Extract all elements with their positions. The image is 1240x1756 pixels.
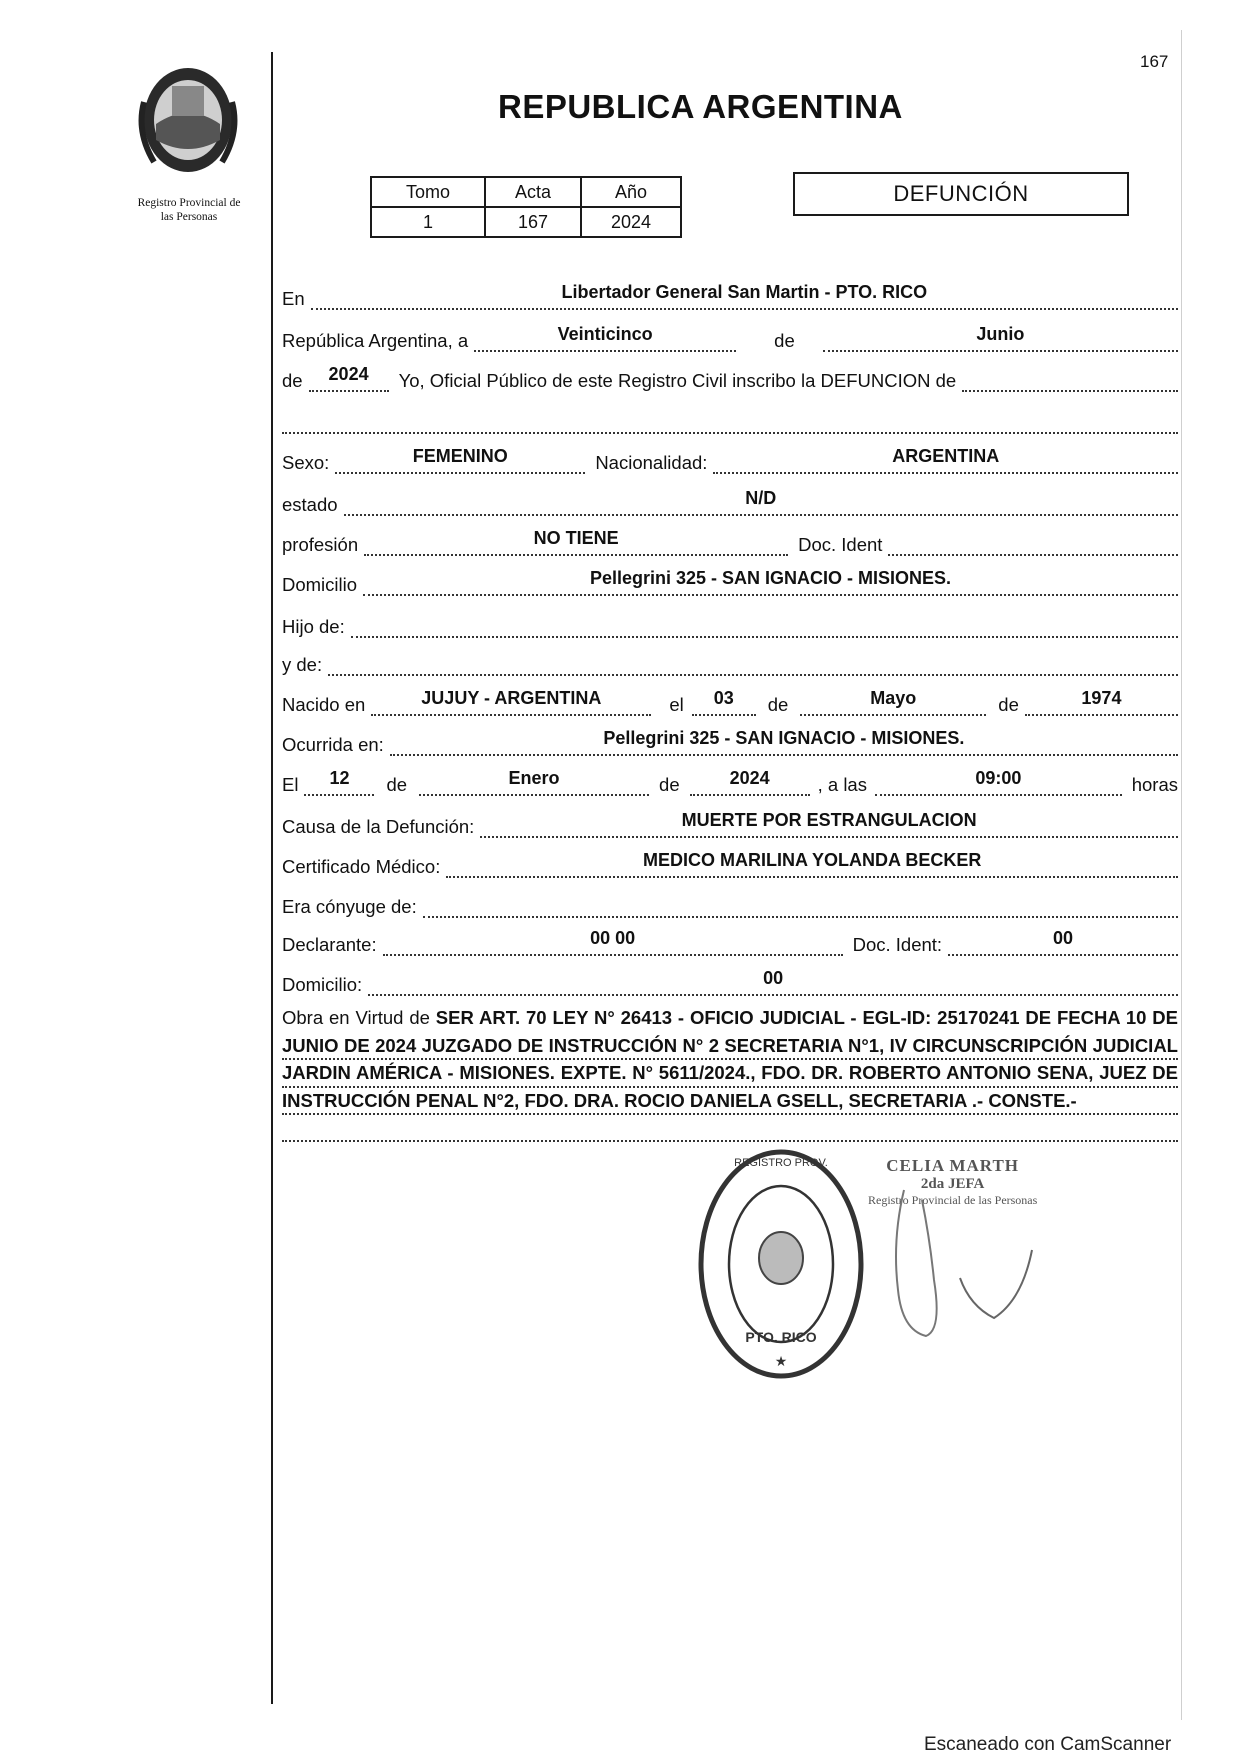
province-emblem-icon <box>132 62 244 182</box>
en-value: Libertador General San Martin - PTO. RICO <box>311 280 1178 310</box>
el-anio-label: de <box>659 774 680 795</box>
svg-text:★: ★ <box>774 1353 788 1369</box>
declarante-value: 00 00 <box>383 926 843 956</box>
obra-underline-3 <box>282 1113 1178 1115</box>
nacido-en-label: Nacido en <box>282 694 366 715</box>
row-nombre <box>282 404 1178 434</box>
nac-mes-label: de <box>767 694 789 715</box>
row-certificado <box>282 848 1178 878</box>
causa-value: MUERTE POR ESTRANGULACION <box>480 808 1178 838</box>
right-edge-rule <box>1181 30 1182 1720</box>
fecha-dia-value: Veinticinco <box>474 322 736 352</box>
conyuge-label: Era cónyuge de: <box>282 896 417 917</box>
hijo-de-value <box>351 608 1178 638</box>
row-y-de <box>282 646 1178 676</box>
page-title: REPUBLICA ARGENTINA <box>498 88 903 125</box>
decl-doc-value: 00 <box>948 926 1178 956</box>
el-mes-label: de <box>386 774 408 795</box>
row-conyuge <box>282 888 1178 918</box>
row-fecha-defuncion <box>282 766 1178 796</box>
conyuge-value <box>423 888 1178 918</box>
hora-label: , a las <box>817 774 867 795</box>
obra-underline-1 <box>282 1058 1178 1060</box>
hora-value: 09:00 <box>875 766 1122 796</box>
inscribo-fill <box>962 362 1178 392</box>
margin-rule <box>271 52 273 1704</box>
row-sexo <box>282 444 1178 474</box>
decl-domicilio-label: Domicilio: <box>282 974 363 995</box>
nac-mes-value: Mayo <box>800 686 986 716</box>
row-decl-domicilio <box>282 966 1178 996</box>
obra-label: Obra en Virtud de <box>282 1007 430 1028</box>
y-de-value <box>328 646 1178 676</box>
row-causa <box>282 808 1178 838</box>
row-en <box>282 280 1178 310</box>
decl-domicilio-value: 00 <box>368 966 1178 996</box>
y-de-label: y de: <box>282 654 323 675</box>
horas-label: horas <box>1131 774 1178 795</box>
domicilio-value: Pellegrini 325 - SAN IGNACIO - MISIONES. <box>363 566 1178 596</box>
doc-ident-value <box>888 526 1178 556</box>
registry-name: Registro Provincial de las Personas <box>137 197 241 223</box>
signer-org: Registro Provincial de las Personas <box>868 1193 1038 1207</box>
nac-dia-label: el <box>669 694 684 715</box>
obra-underline-2 <box>282 1086 1178 1088</box>
tomo-header: Tomo <box>371 177 485 207</box>
row-anio <box>282 362 1178 392</box>
sexo-label: Sexo: <box>282 452 330 473</box>
en-label: En <box>282 288 305 309</box>
scanner-footer: Escaneado con CamScanner <box>924 1734 1172 1755</box>
certificado-label: Certificado Médico: <box>282 856 441 877</box>
causa-label: Causa de la Defunción: <box>282 816 475 837</box>
sexo-value: FEMENINO <box>335 444 585 474</box>
tomo-value: 1 <box>371 207 485 237</box>
el-dia-value: 12 <box>304 766 374 796</box>
hijo-de-label: Hijo de: <box>282 616 345 637</box>
inscribo-text: Yo, Oficial Público de este Registro Civil inscribo la DEFUNCION de <box>398 370 957 391</box>
nac-anio-label: de <box>998 694 1019 715</box>
svg-text:PTO. RICO: PTO. RICO <box>745 1329 817 1345</box>
row-ocurrida <box>282 726 1178 756</box>
anio-header: Año <box>581 177 681 207</box>
ocurrida-label: Ocurrida en: <box>282 734 384 755</box>
estado-label: estado <box>282 494 338 515</box>
row-declarante <box>282 926 1178 956</box>
official-seal-stamp <box>696 1146 866 1382</box>
nombre-value <box>282 404 1178 434</box>
fecha-anio-label: de <box>282 370 303 391</box>
row-hijo-de <box>282 608 1178 638</box>
el-dia-label: El <box>282 774 299 795</box>
fecha-mes-value: Junio <box>823 322 1178 352</box>
fecha-anio-value: 2024 <box>309 362 389 392</box>
record-type-box: DEFUNCIÓN <box>793 172 1129 216</box>
certificado-value: MEDICO MARILINA YOLANDA BECKER <box>446 848 1178 878</box>
record-table <box>370 176 682 238</box>
domicilio-label: Domicilio <box>282 574 358 595</box>
nac-anio-value: 1974 <box>1025 686 1178 716</box>
nac-dia-value: 03 <box>692 686 756 716</box>
nacionalidad-label: Nacionalidad: <box>595 452 708 473</box>
estado-value: N/D <box>344 486 1178 516</box>
row-fecha <box>282 322 1178 352</box>
signer-role: 2da JEFA <box>920 1176 985 1192</box>
acta-header: Acta <box>485 177 581 207</box>
signer-name: CELIA MARTH <box>886 1156 1020 1175</box>
row-profesion <box>282 526 1178 556</box>
nacionalidad-value: ARGENTINA <box>713 444 1178 474</box>
anio-value: 2024 <box>581 207 681 237</box>
stamp-text: REGISTRO PROV. <box>734 1157 828 1169</box>
doc-ident-label: Doc. Ident <box>798 534 883 555</box>
declarante-label: Declarante: <box>282 934 377 955</box>
row-estado <box>282 486 1178 516</box>
decl-doc-label: Doc. Ident: <box>852 934 943 955</box>
page-number: 167 <box>1140 52 1169 71</box>
obra-text: SER ART. 70 LEY N° 26413 - OFICIO JUDICIAL - EGL-ID: 25170241 DE FECHA 10 DE JUNIO DE 2024 JUZGADO DE INSTRUCCIÓN N° 2 SECRETARIA N°1, IV CIRCUNSCRIPCIÓN JUDICIAL JARDIN AMÉRICA - MISIONES. EXPTE. N° 5611/2024., FDO. DR. ROBERTO ANTONIO SENA, JUEZ DE INSTRUCCIÓN PENAL N°2, FDO. DRA. ROCIO DANIELA GSELL, SECRETARIA .- CONSTE.- <box>282 1007 1178 1111</box>
handwritten-signature <box>882 1180 1062 1350</box>
acta-value: 167 <box>485 207 581 237</box>
fecha-label: República Argentina, a <box>282 330 469 351</box>
profesion-value: NO TIENE <box>364 526 788 556</box>
el-mes-value: Enero <box>419 766 649 796</box>
profesion-label: profesión <box>282 534 359 555</box>
nacido-en-value: JUJUY - ARGENTINA <box>371 686 651 716</box>
row-nacido <box>282 686 1178 716</box>
ocurrida-value: Pellegrini 325 - SAN IGNACIO - MISIONES. <box>390 726 1178 756</box>
obra-underline-4 <box>282 1140 1178 1142</box>
row-domicilio <box>282 566 1178 596</box>
fecha-mes-label: de <box>774 330 795 351</box>
el-anio-value: 2024 <box>690 766 810 796</box>
